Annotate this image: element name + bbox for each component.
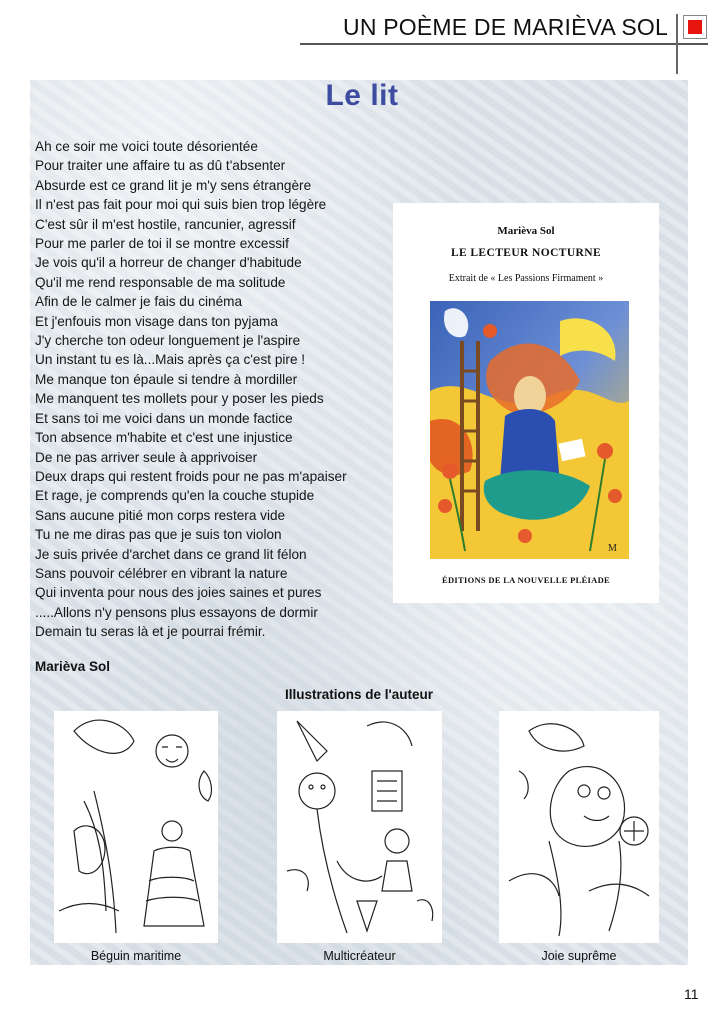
poem-line: Tu ne me diras pas que je suis ton violon (35, 527, 282, 543)
illustrations-heading: Illustrations de l'auteur (285, 687, 433, 702)
header-vertical-rule (676, 14, 678, 74)
poem-body (35, 137, 395, 642)
poem-line: Il n'est pas fait pour moi qui suis bien trop légère (35, 197, 327, 213)
svg-text:M: M (608, 543, 617, 554)
poem-line: Pour traiter une affaire tu as dû t'absenter (35, 158, 286, 174)
page-number: 11 (684, 986, 699, 1002)
illustration-sketch (277, 711, 442, 943)
illustration-sketch (54, 711, 218, 943)
poem-line: Me manque ton épaule si tendre à mordiller (35, 371, 298, 387)
poem-line: Sans pouvoir célébrer en vibrant la nature (35, 565, 288, 581)
poem-line: Deux draps qui restent froids pour ne pas m'apaiser (35, 468, 347, 484)
poem-line: Qui inventa pour nous des joies saines et pures (35, 585, 322, 601)
poem-line: Et rage, je comprends qu'en la couche stupide (35, 488, 315, 504)
poem-line: Ton absence m'habite et c'est une injustice (35, 430, 293, 446)
poem-line: Pour me parler de toi il se montre excessif (35, 236, 289, 252)
illustration-caption: Béguin maritime (90, 949, 182, 963)
red-square-icon (683, 15, 707, 39)
poem-line: Qu'il me rend responsable de ma solitude (35, 274, 286, 290)
header-title: UN POÈME DE MARIÈVA SOL (343, 14, 668, 40)
poem-line: J'y cherche ton odeur longuement je l'aspire (35, 333, 301, 349)
book-extract: Extrait de « Les Passions Firmament » (448, 273, 604, 284)
poem-line: Ah ce soir me voici toute désorientée (35, 139, 258, 154)
poem-line: Afin de le calmer je fais du cinéma (35, 294, 243, 310)
poem-line: Me manquent tes mollets pour y poser les pieds (35, 391, 324, 407)
poem-line: De ne pas arriver seule à apprivoiser (35, 449, 258, 465)
illustration-sketch (499, 711, 659, 943)
poem-line: Un instant tu es là...Mais après ça c'est pire ! (35, 352, 306, 368)
poem-line: Je suis privée d'archet dans ce grand lit félon (35, 546, 307, 562)
header-rule (300, 43, 708, 45)
book-painting (430, 301, 629, 559)
poem-line: Je vois qu'il a horreur de changer d'habitude (35, 255, 302, 271)
book-cover (393, 203, 659, 603)
illustration-caption: Joie suprême (541, 949, 617, 963)
poem-signature: Marièva Sol (35, 659, 111, 674)
poem-line: Et j'enfouis mon visage dans ton pyjama (35, 313, 278, 329)
book-publisher: ÉDITIONS DE LA NOUVELLE PLÉIADE (441, 575, 610, 585)
poem-line: .....Allons n'y pensons plus essayons de dormir (35, 604, 318, 620)
illustration-caption: Multicréateur (323, 949, 396, 963)
poem-title: Le lit (325, 79, 399, 112)
book-title: LE LECTEUR NOCTURNE (450, 247, 602, 259)
poem-line: Demain tu seras là et je pourrai frémir. (35, 624, 266, 640)
poem-line: Et sans toi me voici dans un monde factice (35, 410, 293, 426)
poem-line: C'est sûr il m'est hostile, rancunier, agressif (35, 216, 296, 232)
poem-line: Sans aucune pitié mon corps restera vide (35, 507, 286, 523)
book-author: Marièva Sol (497, 225, 555, 237)
poem-line: Absurde est ce grand lit je m'y sens étrangère (35, 177, 312, 193)
